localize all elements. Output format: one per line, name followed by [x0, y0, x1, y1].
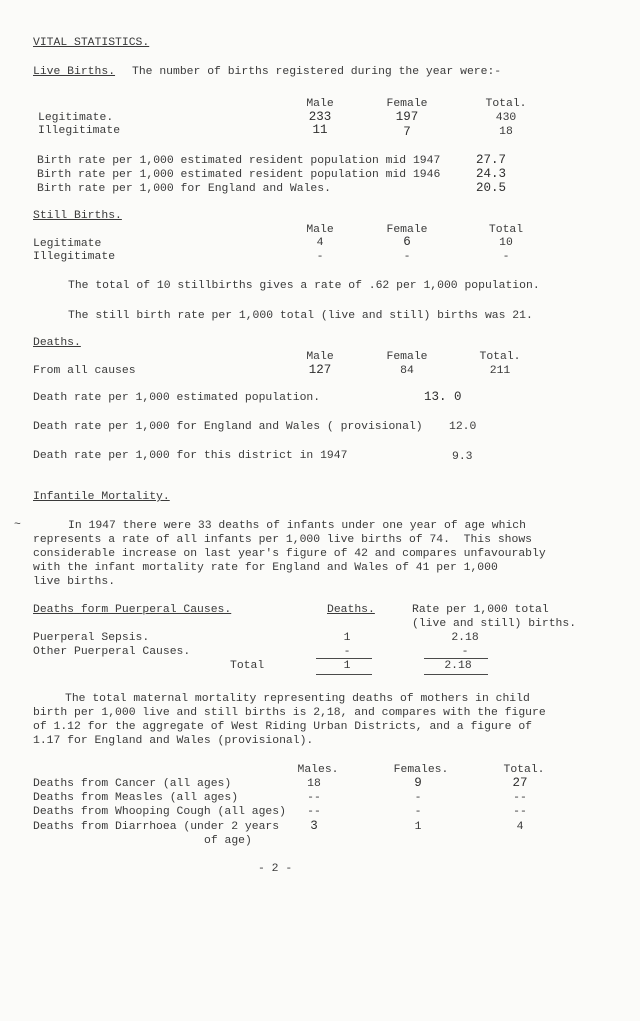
divider: [424, 658, 488, 659]
other-row-female: 9: [414, 776, 422, 790]
death-rate-value: 12.0: [449, 421, 477, 433]
death-rate-value: 13. 0: [424, 390, 462, 404]
infantile-text: represents a rate of all infants per 1,000 live births of 74. This shows: [33, 534, 532, 546]
maternal-text: The total maternal mortality representing deaths of mothers in child: [65, 693, 530, 705]
divider: [316, 674, 372, 675]
other-row-label: Deaths from Diarrhoea (under 2 years: [33, 821, 280, 833]
other-row-total: --: [513, 792, 527, 804]
live-header-male: Male: [306, 98, 334, 110]
other-row-female: 1: [414, 821, 422, 833]
still-row-male: 4: [316, 237, 324, 249]
birth-rate-label: Birth rate per 1,000 for England and Wales.: [37, 183, 331, 195]
deaths-row-label: From all causes: [33, 365, 136, 377]
other-row-label: Deaths from Measles (all ages): [33, 792, 239, 804]
puerperal-col-rate-sub: (live and still) births.: [412, 618, 577, 630]
other-row-male: 3: [310, 819, 318, 833]
live-births-heading: Live Births.: [33, 66, 116, 78]
death-rate-value: 9.3: [452, 451, 473, 463]
puerperal-row-label: Other Puerperal Causes.: [33, 646, 191, 658]
infantile-text: with the infant mortality rate for England and Wales of 41 per 1,000: [33, 562, 498, 574]
deaths-row-total: 211: [489, 365, 511, 377]
still-header-male: Male: [306, 224, 334, 236]
puerperal-row-rate: 2.18: [451, 632, 479, 644]
still-row-female: 6: [403, 235, 411, 249]
deaths-heading: Deaths.: [33, 337, 81, 349]
live-row-female: 197: [395, 110, 419, 124]
still-births-heading: Still Births.: [33, 210, 122, 222]
other-header-female: Females.: [393, 764, 449, 776]
still-header-total: Total: [488, 224, 524, 236]
other-row-label-cont: of age): [204, 835, 252, 847]
still-row-label: Illegitimate: [33, 251, 116, 263]
puerperal-col-deaths: Deaths.: [327, 604, 375, 616]
birth-rate-label: Birth rate per 1,000 estimated resident population mid 1946: [37, 169, 441, 181]
still-births-text: The still birth rate per 1,000 total (live and still) births was 21.: [68, 310, 533, 322]
death-rate-label: Death rate per 1,000 estimated population.: [33, 392, 321, 404]
still-row-label: Legitimate: [33, 238, 102, 250]
live-row-male: 233: [308, 110, 332, 124]
puerperal-total-label: Total: [230, 660, 265, 672]
puerperal-row-deaths: -: [343, 646, 351, 658]
puerperal-total-rate: 2.18: [444, 660, 472, 672]
still-row-total: -: [502, 251, 510, 263]
other-header-male: Males.: [297, 764, 339, 776]
live-row-male: 11: [312, 123, 328, 137]
live-header-female: Female: [386, 98, 428, 110]
puerperal-row-rate: -: [461, 646, 469, 658]
infantile-heading: Infantile Mortality.: [33, 491, 170, 503]
puerperal-heading: Deaths form Puerperal Causes.: [33, 604, 232, 616]
death-rate-label: Death rate per 1,000 for England and Wales ( provisional): [33, 421, 423, 433]
other-row-label: Deaths from Whooping Cough (all ages): [33, 806, 286, 818]
maternal-text: 1.17 for England and Wales (provisional).: [33, 735, 314, 747]
live-row-total: 18: [499, 126, 513, 138]
other-row-total: 4: [516, 821, 524, 833]
live-row-female: 7: [403, 125, 411, 139]
infantile-text: live births.: [33, 576, 116, 588]
puerperal-total-deaths: 1: [343, 660, 351, 672]
still-row-total: 10: [499, 237, 513, 249]
other-row-label: Deaths from Cancer (all ages): [33, 778, 232, 790]
page-number: - 2 -: [258, 863, 293, 875]
live-header-total: Total.: [485, 98, 527, 110]
birth-rate-value: 24.3: [476, 167, 507, 181]
deaths-header-female: Female: [386, 351, 428, 363]
puerperal-row-label: Puerperal Sepsis.: [33, 632, 150, 644]
death-rate-label: Death rate per 1,000 for this district in 1947: [33, 450, 348, 462]
deaths-header-total: Total.: [479, 351, 521, 363]
other-row-total: 27: [512, 776, 528, 790]
live-births-intro: The number of births registered during the year were:-: [132, 66, 502, 78]
other-row-male: --: [307, 806, 321, 818]
live-row-label: Illegitimate: [38, 125, 121, 137]
still-row-female: -: [403, 251, 411, 263]
still-births-text: The total of 10 stillbirths gives a rate of .62 per 1,000 population.: [68, 280, 540, 292]
infantile-text: In 1947 there were 33 deaths of infants under one year of age which: [68, 520, 526, 532]
puerperal-col-rate: Rate per 1,000 total: [412, 604, 549, 616]
divider: [424, 674, 488, 675]
still-row-male: -: [316, 251, 324, 263]
maternal-text: of 1.12 for the aggregate of West Riding Urban Districts, and a figure of: [33, 721, 532, 733]
divider: [316, 658, 372, 659]
margin-mark: ~: [14, 519, 21, 531]
other-row-female: -: [414, 792, 422, 804]
birth-rate-value: 27.7: [476, 153, 507, 167]
live-row-label: Legitimate.: [38, 112, 114, 124]
maternal-text: birth per 1,000 live and still births is 2,18, and compares with the figure: [33, 707, 546, 719]
page-title: VITAL STATISTICS.: [33, 37, 150, 49]
deaths-header-male: Male: [306, 351, 334, 363]
deaths-row-female: 84: [400, 365, 414, 377]
other-row-total: --: [513, 806, 527, 818]
other-row-male: 18: [307, 778, 321, 790]
birth-rate-value: 20.5: [476, 181, 507, 195]
birth-rate-label: Birth rate per 1,000 estimated resident population mid 1947: [37, 155, 441, 167]
other-header-total: Total.: [503, 764, 545, 776]
other-row-female: -: [414, 806, 422, 818]
deaths-row-male: 127: [308, 363, 332, 377]
still-header-female: Female: [386, 224, 428, 236]
other-row-male: --: [307, 792, 321, 804]
puerperal-row-deaths: 1: [343, 632, 351, 644]
infantile-text: considerable increase on last year's figure of 42 and compares unfavourably: [33, 548, 546, 560]
live-row-total: 430: [495, 112, 517, 124]
